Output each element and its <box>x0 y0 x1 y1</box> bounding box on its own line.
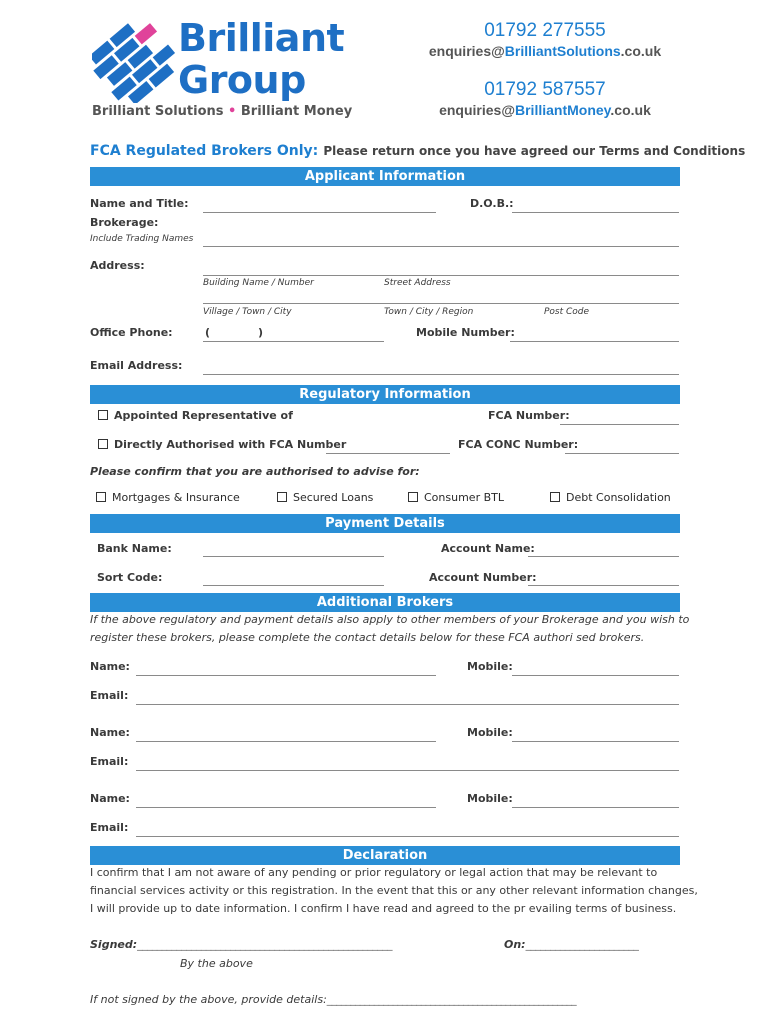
declaration-text-2: financial services activity or this registration. In the event that this or any other relevant information changes, <box>90 884 698 897</box>
applicant-heading: Applicant Information <box>90 167 680 186</box>
broker1-name-field[interactable] <box>136 675 436 676</box>
email2-suffix: .co.uk <box>610 102 651 118</box>
broker2-name-field[interactable] <box>136 741 436 742</box>
signed-line[interactable]: ____________________________________________________ <box>137 938 392 951</box>
building-hint: Building Name / Number <box>203 278 314 288</box>
additional-heading: Additional Brokers <box>90 593 680 612</box>
broker2-email-field[interactable] <box>136 770 679 771</box>
additional-intro-2: register these brokers, please complete the contact details below for these FCA authori sed brokers. <box>90 631 645 644</box>
sort-code-field[interactable] <box>203 585 384 586</box>
tagline-money: Brilliant Money <box>240 104 353 119</box>
dob-field[interactable] <box>512 212 679 213</box>
address-line-2[interactable] <box>203 303 679 304</box>
sort-code-label: Sort Code: <box>97 571 163 584</box>
direct-label: Directly Authorised with FCA Number <box>114 438 347 451</box>
street-hint: Street Address <box>384 278 451 288</box>
option-consumer-btl[interactable] <box>408 491 504 504</box>
account-number-label: Account Number: <box>429 571 537 584</box>
broker1-name-label: Name: <box>90 660 130 673</box>
brand-logo <box>90 14 353 124</box>
mobile-field[interactable] <box>510 341 679 342</box>
email2-prefix: enquiries@ <box>439 102 515 118</box>
conc-number-label: FCA CONC Number: <box>458 438 579 451</box>
broker1-email-field[interactable] <box>136 704 679 705</box>
appointed-rep-option[interactable] <box>98 409 293 422</box>
not-signed-line[interactable]: _____________________________________________________ <box>326 993 576 1006</box>
bank-name-label: Bank Name: <box>97 542 172 555</box>
email-label: Email Address: <box>90 359 183 372</box>
mortgages-checkbox[interactable] <box>96 492 106 502</box>
signed-row[interactable] <box>90 938 392 951</box>
fca-note: Please return once you have agreed our Terms and Conditions <box>323 144 746 158</box>
trading-names-hint: Include Trading Names <box>90 234 194 244</box>
logo-mark-icon <box>92 18 177 103</box>
signed-label: Signed: <box>90 938 138 951</box>
consumer-btl-checkbox[interactable] <box>408 492 418 502</box>
broker1-mobile-label: Mobile: <box>467 660 513 673</box>
brokerage-label: Brokerage: <box>90 216 159 229</box>
email1-brand: BrilliantSolutions <box>504 43 621 59</box>
direct-auth-option[interactable] <box>98 438 346 451</box>
phone-paren-close: ) <box>258 326 264 339</box>
appointed-label: Appointed Representative of <box>114 409 293 422</box>
name-title-label: Name and Title: <box>90 197 189 210</box>
town-hint: Town / City / Region <box>384 307 474 317</box>
by-above-label: By the above <box>180 957 253 970</box>
broker1-mobile-field[interactable] <box>512 675 679 676</box>
contact-email-1[interactable] <box>400 43 690 59</box>
email2-brand: BrilliantMoney <box>515 102 611 118</box>
direct-number-field[interactable] <box>326 453 450 454</box>
account-name-label: Account Name: <box>441 542 535 555</box>
office-phone-label: Office Phone: <box>90 326 173 339</box>
declaration-text-3: I will provide up to date information. I confirm I have read and agreed to the pr evailing terms of business. <box>90 902 677 915</box>
village-hint: Village / Town / City <box>203 307 292 317</box>
debt-consolidation-checkbox[interactable] <box>550 492 560 502</box>
fca-title: FCA Regulated Brokers Only: <box>90 143 319 159</box>
broker3-mobile-field[interactable] <box>512 807 679 808</box>
account-name-field[interactable] <box>528 556 679 557</box>
option-debt-consolidation[interactable] <box>550 491 671 504</box>
option-secured-loans[interactable] <box>277 491 373 504</box>
email-field[interactable] <box>203 374 679 375</box>
broker3-name-field[interactable] <box>136 807 436 808</box>
declaration-text-1: I confirm that I am not aware of any pending or prior regulatory or legal action that may be relevant to <box>90 866 658 879</box>
additional-intro-1: If the above regulatory and payment details also apply to other members of your Brokerage and you wish to <box>90 613 690 626</box>
on-label: On: <box>504 938 526 951</box>
broker3-name-label: Name: <box>90 792 130 805</box>
fca-header <box>90 140 745 159</box>
brand-name-line1: Brilliant <box>178 16 345 60</box>
on-row[interactable] <box>504 938 638 951</box>
declaration-heading: Declaration <box>90 846 680 865</box>
broker3-email-label: Email: <box>90 821 129 834</box>
regulatory-heading: Regulatory Information <box>90 385 680 404</box>
email1-suffix: .co.uk <box>620 43 662 59</box>
account-number-field[interactable] <box>528 585 679 586</box>
brand-tagline <box>92 104 352 119</box>
secured-loans-checkbox[interactable] <box>277 492 287 502</box>
broker2-mobile-field[interactable] <box>512 741 679 742</box>
secured-loans-label: Secured Loans <box>293 491 374 504</box>
email1-prefix: enquiries@ <box>428 43 505 59</box>
contact-email-2[interactable] <box>400 102 690 118</box>
broker2-email-label: Email: <box>90 755 129 768</box>
fca-number-field[interactable] <box>560 424 679 425</box>
brokerage-field[interactable] <box>203 246 679 247</box>
broker2-mobile-label: Mobile: <box>467 726 513 739</box>
mortgages-label: Mortgages & Insurance <box>112 491 240 504</box>
on-line[interactable]: _______________________ <box>525 938 639 951</box>
payment-heading: Payment Details <box>90 514 680 533</box>
office-phone-field[interactable] <box>203 341 384 342</box>
phone-paren-open: ( <box>205 326 211 339</box>
broker3-email-field[interactable] <box>136 836 679 837</box>
conc-number-field[interactable] <box>565 453 679 454</box>
address-label: Address: <box>90 259 145 272</box>
authorised-confirm: Please confirm that you are authorised to advise for: <box>90 465 420 478</box>
fca-number-label: FCA Number: <box>488 409 570 422</box>
postcode-hint: Post Code <box>544 307 590 317</box>
broker1-email-label: Email: <box>90 689 129 702</box>
option-mortgages[interactable] <box>96 491 240 504</box>
name-title-field[interactable] <box>203 212 436 213</box>
address-line-1[interactable] <box>203 275 679 276</box>
direct-checkbox[interactable] <box>98 439 108 449</box>
appointed-checkbox[interactable] <box>98 410 108 420</box>
bank-name-field[interactable] <box>203 556 384 557</box>
mobile-label: Mobile Number: <box>416 326 515 339</box>
contact-phone-1: 01792 277555 <box>484 20 606 41</box>
debt-consolidation-label: Debt Consolidation <box>566 491 671 504</box>
tagline-solutions: Brilliant Solutions <box>92 104 224 119</box>
dob-label: D.O.B.: <box>470 197 514 210</box>
broker3-mobile-label: Mobile: <box>467 792 513 805</box>
not-signed-row[interactable] <box>90 993 576 1006</box>
not-signed-label: If not signed by the above, provide details: <box>90 993 327 1006</box>
contact-phone-2: 01792 587557 <box>484 79 606 100</box>
brand-name-line2: Group <box>178 58 306 102</box>
broker2-name-label: Name: <box>90 726 130 739</box>
consumer-btl-label: Consumer BTL <box>424 491 504 504</box>
tagline-separator: • <box>228 104 237 119</box>
